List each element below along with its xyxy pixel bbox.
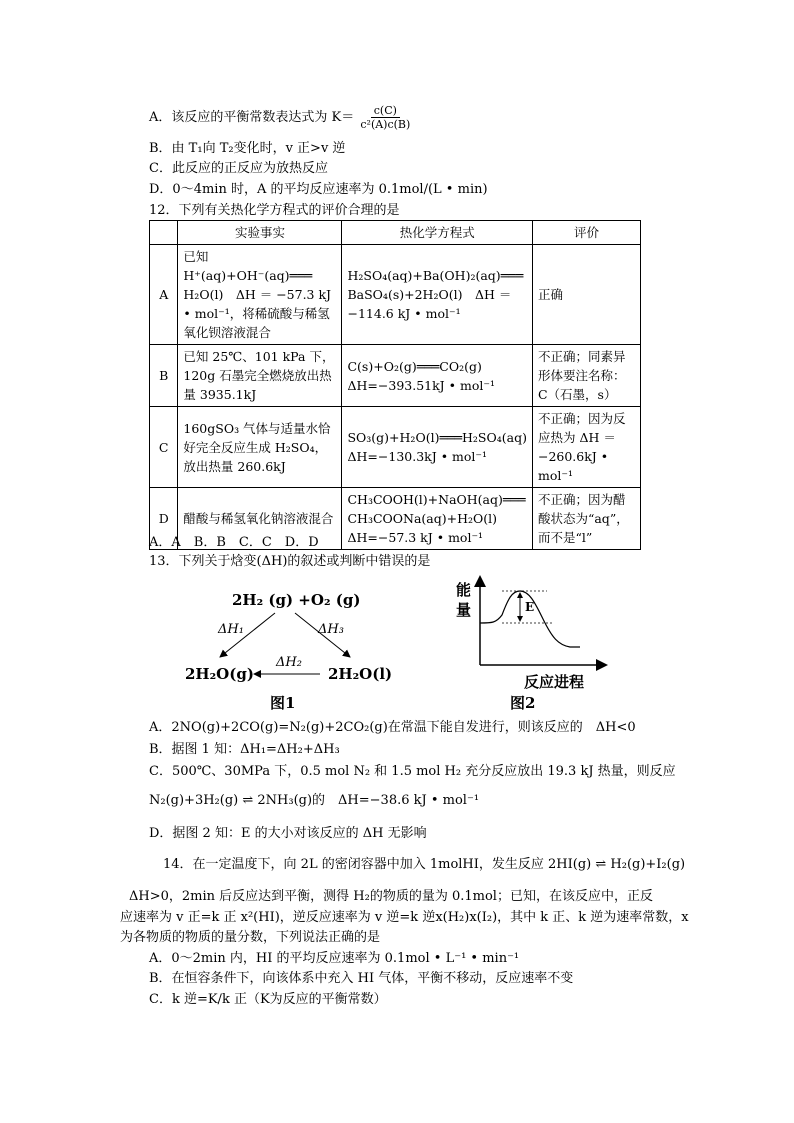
figure-1-enthalpy-cycle (180, 585, 410, 715)
figure-2-energy-profile (452, 575, 612, 715)
q13-option-b: B．据图 1 知：ΔH₁=ΔH₂+ΔH₃ (149, 742, 340, 757)
fig2-caption: 图2 (510, 694, 536, 712)
q14-option-a: A．0～2min 内，HI 的平均反应速率为 0.1mol • L⁻¹ • min⁻¹ (149, 951, 520, 966)
q11-option-c: C．此反应的正反应为放热反应 (149, 161, 328, 176)
q13-option-d: D．据图 2 知：E 的大小对该反应的 ΔH 无影响 (149, 826, 427, 841)
table-header-row (150, 221, 641, 245)
q12-stem: 12．下列有关热化学方程式的评价合理的是 (149, 203, 400, 218)
q13-option-a: A．2NO(g)+2CO(g)=N₂(g)+2CO₂(g)在常温下能自发进行，则该反应的 ΔH<0 (149, 720, 636, 735)
fig1-water-liquid: 2H₂O(l) (328, 665, 393, 683)
row-fact: 已知 H⁺(aq)+OH⁻(aq)═══ H₂O(l) ΔH ＝ −57.3 kJ • mol⁻¹，将稀硫酸与稀氢氧化钡溶液混合 (178, 245, 342, 345)
row-equation: C(s)+O₂(g)═══CO₂(g) ΔH=−393.51kJ • mol⁻¹ (342, 345, 532, 407)
q11-option-a-text: A．该反应的平衡常数表达式为 K＝ (149, 110, 355, 125)
table-header-blank (150, 221, 178, 245)
fig1-water-gas: 2H₂O(g) (185, 665, 254, 683)
fig2-ylabel-1: 能 (456, 581, 472, 599)
table-row (150, 407, 641, 488)
row-evaluation: 不正确；因为反应热为 ΔH ＝ −260.6kJ • mol⁻¹ (532, 407, 640, 488)
q14-stem-line1: 14．在一定温度下，向 2L 的密闭容器中加入 1molHI，发生反应 2HI(g) ⇌ H₂(g)+I₂(g) (163, 857, 686, 872)
fig1-dh1: ΔH₁ (218, 622, 244, 637)
equilibrium-fraction (360, 104, 410, 131)
row-fact: 醋酸与稀氢氧化钠溶液混合 (178, 488, 342, 550)
table-header-fact: 实验事实 (178, 221, 342, 245)
row-fact: 已知 25℃、101 kPa 下，120g 石墨完全燃烧放出热量 3935.1kJ (178, 345, 342, 407)
q11-option-d: D．0～4min 时，A 的平均反应速率为 0.1mol/(L • min) (149, 182, 488, 197)
q14-option-b: B．在恒容条件下，向该体系中充入 HI 气体，平衡不移动，反应速率不变 (149, 971, 574, 986)
row-option: C (150, 407, 178, 488)
row-evaluation: 不正确；因为醋酸状态为“aq”，而不是“l” (532, 488, 640, 550)
q11-option-a (149, 104, 412, 131)
q11-option-b: B．由 T₁向 T₂变化时，v 正>v 逆 (149, 141, 346, 156)
fig2-xlabel: 反应进程 (524, 673, 585, 691)
q13-stem: 13．下列关于焓变(ΔH)的叙述或判断中错误的是 (149, 554, 431, 569)
q13-option-c-line2: N₂(g)+3H₂(g) ⇌ 2NH₃(g)的 ΔH=−38.6 kJ • mol⁻¹ (149, 793, 480, 808)
fig2-ylabel-2: 量 (456, 601, 472, 619)
fig1-dh2: ΔH₂ (276, 655, 302, 670)
fraction-numerator: c(C) (371, 104, 400, 118)
fig1-reactants: 2H₂ (g) +O₂ (g) (232, 591, 361, 609)
row-evaluation: 正确 (532, 245, 640, 345)
row-option: D (150, 488, 178, 550)
fraction-denominator: c²(A)c(B) (360, 118, 411, 131)
row-evaluation: 不正确；同素异形体要注名称：C（石墨，s） (532, 345, 640, 407)
fig1-dh3: ΔH₃ (318, 622, 344, 637)
row-equation: H₂SO₄(aq)+Ba(OH)₂(aq)═══ BaSO₄(s)+2H₂O(l) ΔH ＝ −114.6 kJ • mol⁻¹ (342, 245, 532, 345)
table-row (150, 345, 641, 407)
table-header-equation: 热化学方程式 (342, 221, 532, 245)
fig1-caption: 图1 (270, 694, 296, 712)
row-option: A (150, 245, 178, 345)
row-equation: SO₃(g)+H₂O(l)═══H₂SO₄(aq) ΔH=−130.3kJ • mol⁻¹ (342, 407, 532, 488)
q14-stem-line2: ΔH>0，2min 后反应达到平衡，测得 H₂的物质的量为 0.1mol；已知，在该反应中，正反 (129, 889, 653, 904)
row-option: B (150, 345, 178, 407)
fig2-e-label: E (525, 600, 535, 614)
row-equation: CH₃COOH(l)+NaOH(aq)═══ CH₃COONa(aq)+H₂O(l) ΔH=−57.3 kJ • mol⁻¹ (342, 488, 532, 550)
q14-stem-line3: 应速率为 v 正=k 正 x²(HI)，逆反应速率为 v 逆=k 逆x(H₂)x(I₂)，其中 k 正、k 逆为速率常数，x (120, 910, 689, 925)
q12-answers: A．A B．B C．C D．D (149, 535, 319, 550)
q13-option-c-line1: C．500℃、30MPa 下，0.5 mol N₂ 和 1.5 mol H₂ 充分反应放出 19.3 kJ 热量，则反应 (149, 764, 676, 779)
q14-option-c: C．k 逆=K/k 正（K为反应的平衡常数） (149, 992, 387, 1007)
row-fact: 160gSO₃ 气体与适量水恰好完全反应生成 H₂SO₄，放出热量 260.6kJ (178, 407, 342, 488)
q14-stem-line4: 为各物质的物质的量分数，下列说法正确的是 (120, 930, 381, 945)
table-header-evaluation: 评价 (532, 221, 640, 245)
table-row (150, 245, 641, 345)
q12-table (149, 220, 641, 550)
